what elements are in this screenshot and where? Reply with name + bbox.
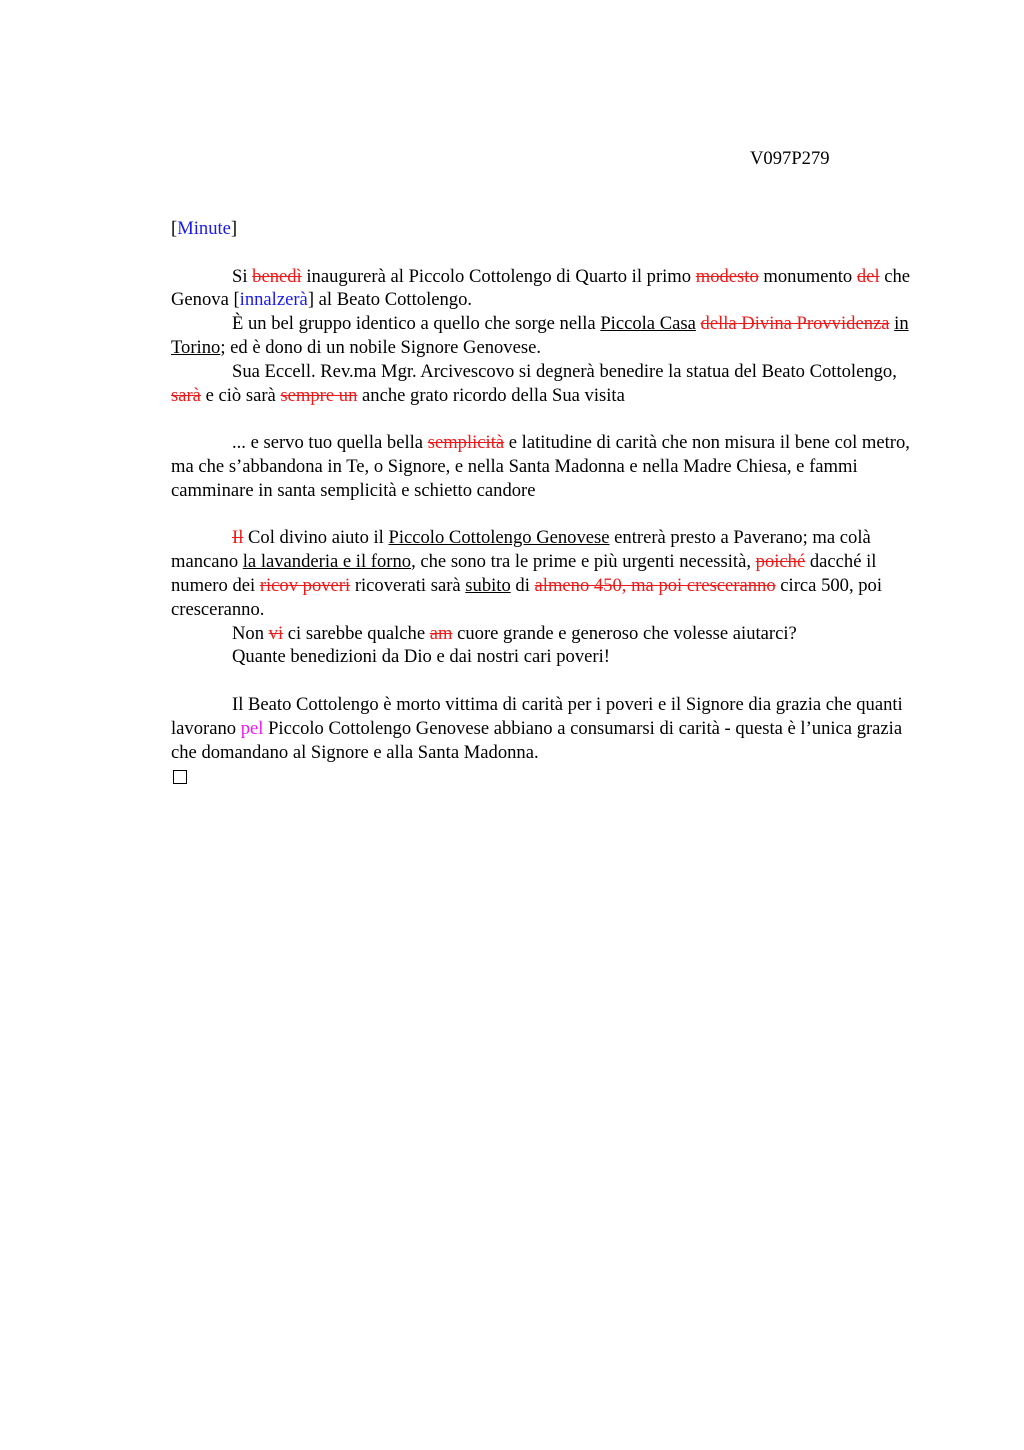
deleted-text: ricov poveri [259,574,351,596]
text-run: monumento [758,265,857,287]
text-run: anche grato ricordo della Sua visita [357,384,625,406]
text-run: Non [232,622,269,644]
text-run: cuore grande e generoso che volesse aiutarci? [452,622,797,644]
text-run: , che sono tra le prime e più urgenti necessità, [411,551,756,573]
text-run: Il Beato Cottolengo è morto vittima di carità per i poveri e il Signore dia grazia che quanti lavorano [171,693,903,739]
text-run: di [510,574,535,596]
text-run: È un bel gruppo identico a quello che sorge nella [232,313,601,335]
text-run: che Genova [ [171,265,911,311]
deleted-text: poiché [755,551,806,573]
text-run: Col divino aiuto il [243,527,389,549]
paragraph-4 [171,431,931,502]
text-run: ricoverati sarà [350,574,466,596]
deleted-text: modesto [695,265,759,287]
deleted-text: semplicità [427,432,505,454]
text-run: circa 500, poi cresceranno. [171,574,883,620]
paragraph-3 [171,360,931,408]
deleted-text: am [429,622,453,644]
deleted-text: del [856,265,880,287]
underlined-text: in Torino [171,313,909,358]
text-run: Si [232,265,253,287]
text-run: inaugurerà al Piccolo Cottolengo di Quarto il primo [301,265,696,287]
text-run: entrerà presto a Paverano; ma colà mancano [171,527,871,573]
paragraph-5 [171,526,931,621]
text-run: Sua Eccell. Rev.ma Mgr. Arcivescovo si degnerà benedire la statua del Beato Cottolengo, [232,360,897,382]
deleted-text: sempre un [280,384,358,406]
text-run: e ciò sarà [200,384,281,406]
document-id: V097P279 [750,148,830,169]
paragraph-8 [171,693,931,764]
paragraph-7: Quante benedizioni da Dio e dai nostri cari poveri! [232,646,610,668]
editorial-insertion: innalzerà [239,289,308,311]
text-run: ci sarebbe qualche [283,622,430,644]
checkbox-icon [173,770,187,784]
paragraph-2 [171,312,931,360]
underlined-text: Piccolo Cottolengo Genovese [388,527,610,549]
heading-bracket-open: [ [171,218,178,239]
deleted-text: vi [268,622,284,644]
underlined-text: Piccola Casa [600,313,696,335]
section-heading [171,217,931,241]
text-run: ] al Beato Cottolengo. [307,289,473,311]
end-mark-line [171,764,931,791]
deleted-text: Il [232,527,244,549]
highlighted-text: pel [240,717,264,739]
underlined-text: la lavanderia e il forno [242,551,412,573]
heading-bracket-close: ] [230,218,238,239]
deleted-text: sarà [171,384,201,406]
text-run: e latitudine di carità che non misura il bene col metro, ma che s’abbandona in Te, o Signore, e nella Santa Madonna e nella Madre Chiesa, e fammi camminare in santa semplicità e schietto candore [171,432,910,501]
underlined-text: subito [465,574,511,596]
deleted-text: benedì [252,265,302,287]
text-run: ... e servo tuo quella bella [232,432,428,454]
paragraph-6 [171,622,931,646]
document-body [171,217,931,791]
text-run: Piccolo Cottolengo Genovese abbiano a consumarsi di carità - questa è l’unica grazia che domandano al Signore e alla Santa Madonna. [171,717,903,763]
heading-label: Minute [177,218,231,239]
deleted-text: almeno 450, ma poi cresceranno [534,574,776,596]
text-run: ; ed è dono di un nobile Signore Genovese. [220,336,541,358]
deleted-text: della Divina Provvidenza [700,313,890,335]
paragraph-1 [171,265,931,313]
text-run: dacché il numero dei [171,551,877,596]
